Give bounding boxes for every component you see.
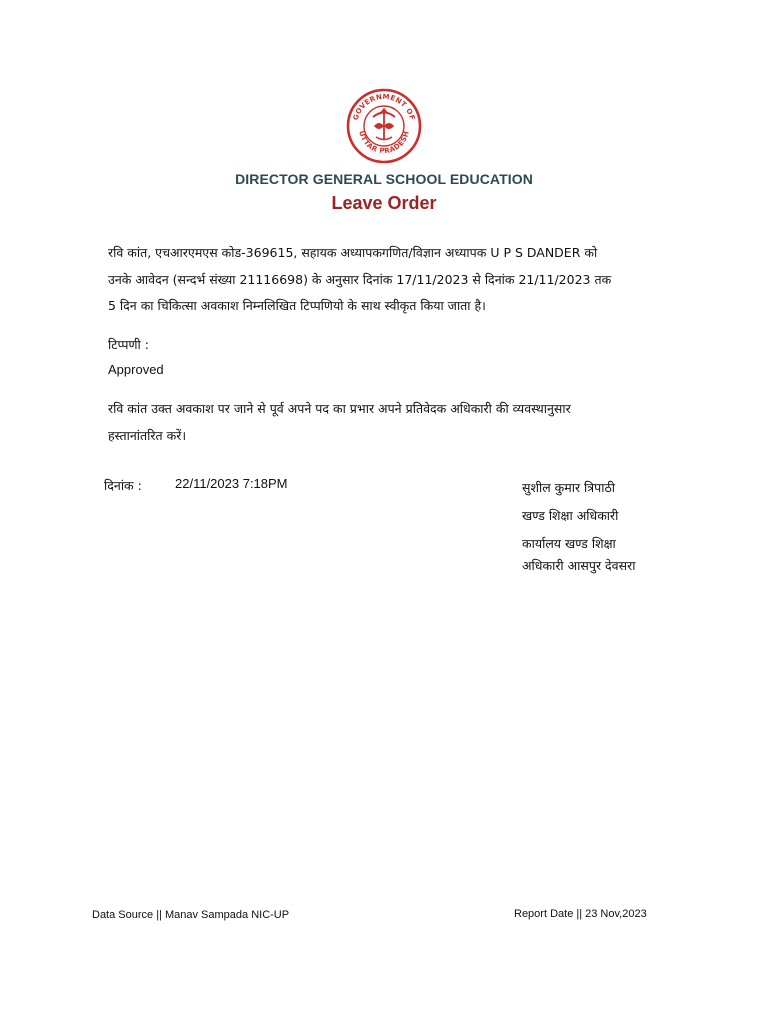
footer-data-source: Data Source || Manav Sampada NIC-UP [92, 909, 290, 921]
date-value: 22/11/2023 7:18PM [175, 476, 288, 491]
remark-value: Approved [108, 362, 164, 377]
document-title: Leave Order [331, 193, 437, 213]
signatory-designation: खण्ड शिक्षा अधिकारी [522, 508, 619, 523]
body-line: रवि कांत, एचआरएमएस कोड-369615, सहायक अध्यापकगणित/विज्ञान अध्यापक U P S DANDER को [108, 245, 598, 260]
leave-order-body [108, 240, 668, 320]
date-label: दिनांक : [104, 478, 142, 493]
signatory-office-line: अधिकारी आसपुर देवसरा [522, 558, 636, 573]
remark-label: टिप्पणी : [108, 337, 149, 352]
svg-text:GOVERNMENT OF: GOVERNMENT OF [351, 92, 417, 122]
signatory-block [522, 474, 635, 580]
signatory-name: सुशील कुमार त्रिपाठी [522, 480, 616, 495]
signatory-office-line: कार्यालय खण्ड शिक्षा [522, 536, 616, 551]
svg-text:UTTAR PRADESH: UTTAR PRADESH [357, 129, 411, 156]
uttar-pradesh-government-seal-icon [344, 86, 424, 166]
handover-line: रवि कांत उक्त अवकाश पर जाने से पूर्व अपने पद का प्रभार अपने प्रतिवेदक अधिकारी की व्यवस्थानुसार [108, 401, 571, 416]
body-line: उनके आवेदन (सन्दर्भ संख्या 21116698) के अनुसार दिनांक 17/11/2023 से दिनांक 21/11/2023 तक [108, 271, 612, 287]
handover-line: हस्तानांतरित करें। [108, 427, 187, 443]
handover-instruction [108, 396, 668, 449]
organization-title: DIRECTOR GENERAL SCHOOL EDUCATION [235, 171, 533, 187]
body-line: 5 दिन का चिकित्सा अवकाश निम्नलिखित टिप्पणियो के साथ स्वीकृत किया जाता है। [108, 298, 486, 313]
footer-report-date: Report Date || 23 Nov,2023 [514, 908, 647, 920]
